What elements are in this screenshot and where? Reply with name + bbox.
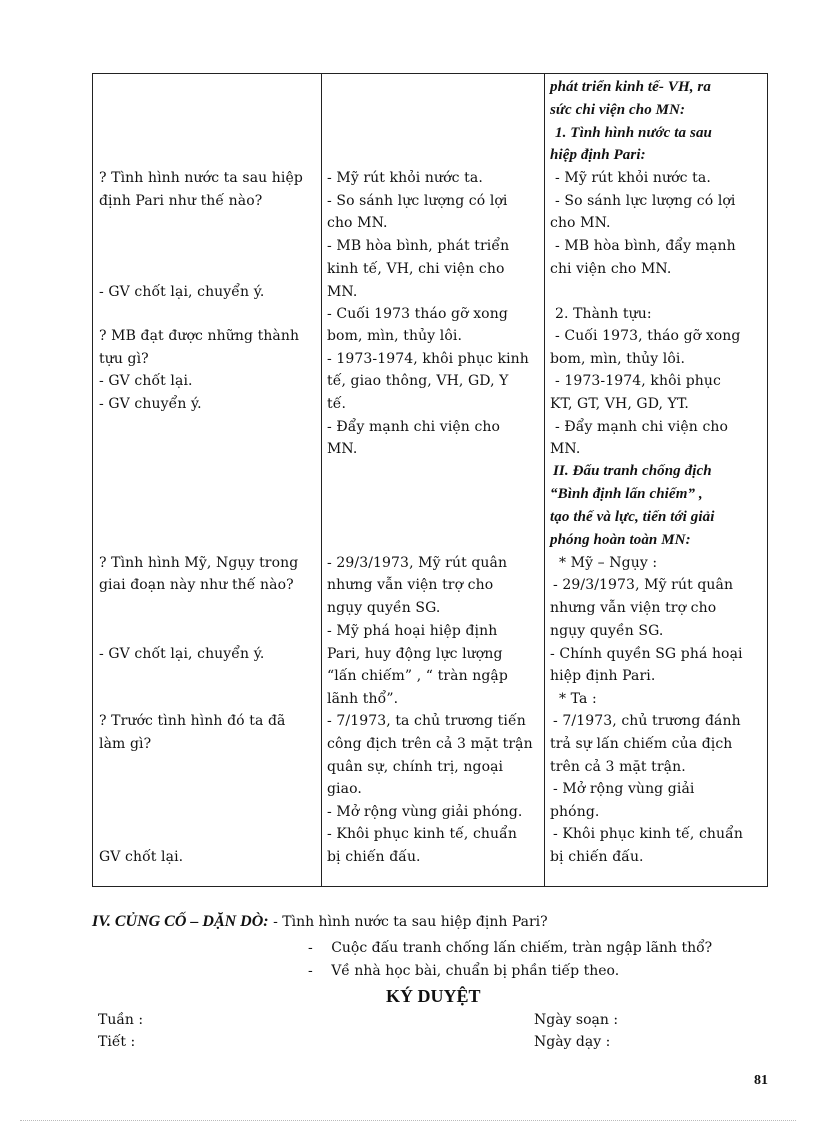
page-edge-divider [20, 1120, 796, 1121]
review-heading: IV. CỦNG CỐ – DẶN DÒ: [92, 913, 269, 930]
content-line: * Mỹ – Ngụy : [559, 555, 658, 571]
content-line: - 1973-1974, khôi phục [555, 373, 721, 389]
content-line: - MB hòa bình, đẩy mạnh [555, 238, 736, 254]
teacher-line: ? Tình hình nước ta sau hiệp [99, 170, 303, 186]
content-line: hiệp định Pari. [550, 668, 656, 684]
content-line: - Mỹ rút khỏi nước ta. [555, 170, 711, 186]
review-item: Cuộc đấu tranh chống lấn chiếm, tràn ngập lãnh thổ? [331, 940, 713, 956]
student-line: - 29/3/1973, Mỹ rút quân [327, 555, 508, 571]
content-heading: phóng hoàn toàn MN: [550, 532, 691, 548]
prep-date-label: Ngày soạn : [534, 1012, 619, 1028]
content-line: cho MN. [550, 215, 611, 231]
content-heading: II. Đấu tranh chống địch [553, 463, 712, 479]
review-item-row [308, 963, 619, 979]
student-line: giao. [327, 781, 362, 797]
student-line: “lấn chiếm” , “ tràn ngập [327, 668, 508, 684]
student-line: nhưng vẫn viện trợ cho [327, 577, 494, 593]
content-line: - Cuối 1973, tháo gỡ xong [555, 328, 741, 344]
teacher-line: - GV chốt lại, chuyển ý. [99, 646, 265, 662]
student-line: bom, mìn, thủy lôi. [327, 328, 462, 344]
lesson-table [92, 73, 768, 887]
content-line: bị chiến đấu. [550, 849, 644, 865]
student-line: công địch trên cả 3 mặt trận [327, 736, 533, 752]
content-heading: tạo thế và lực, tiến tới giải [550, 509, 715, 525]
content-line: - Chính quyền SG phá hoại [550, 646, 743, 662]
student-line: MN. [327, 284, 358, 300]
content-line: - 29/3/1973, Mỹ rút quân [553, 577, 734, 593]
student-line: - Mỹ phá hoại hiệp định [327, 623, 498, 639]
period-label: Tiết : [98, 1034, 136, 1050]
teacher-line: GV chốt lại. [99, 849, 184, 865]
approval-heading: KÝ DUYỆT [386, 986, 481, 1006]
student-line: Pari, huy động lực lượng [327, 646, 503, 662]
content-heading: “Bình định lấn chiếm” , [550, 486, 703, 502]
student-line: - 7/1973, ta chủ trương tiến [327, 713, 526, 729]
student-line: - Mỹ rút khỏi nước ta. [327, 170, 483, 186]
student-line: bị chiến đấu. [327, 849, 421, 865]
content-line: MN. [550, 441, 581, 457]
content-line: ngụy quyền SG. [550, 623, 664, 639]
week-label: Tuần : [98, 1012, 144, 1028]
teacher-line: - GV chuyển ý. [99, 396, 202, 412]
teach-date-label: Ngày dạy : [534, 1034, 611, 1050]
student-line: - Mở rộng vùng giải phóng. [327, 804, 523, 820]
teacher-line: giai đoạn này như thế nào? [99, 577, 294, 593]
student-line: MN. [327, 441, 358, 457]
content-line: chi viện cho MN. [550, 261, 672, 277]
content-line: phóng. [550, 804, 600, 820]
student-activity-column [322, 74, 545, 886]
student-line: - 1973-1974, khôi phục kinh [327, 351, 529, 367]
content-line: trên cả 3 mặt trận. [550, 759, 686, 775]
student-line: - Đẩy mạnh chi viện cho [327, 419, 501, 435]
student-line: tế, giao thông, VH, GD, Y [327, 373, 509, 389]
content-heading: phát triển kinh tế- VH, ra [550, 79, 711, 95]
teacher-line: tựu gì? [99, 351, 149, 367]
student-line: cho MN. [327, 215, 388, 231]
teacher-line: - GV chốt lại. [99, 373, 193, 389]
student-line: tế. [327, 396, 346, 412]
content-line: KT, GT, VH, GD, YT. [550, 396, 689, 412]
content-heading: sức chi viện cho MN: [550, 102, 686, 118]
review-item-row [308, 940, 712, 956]
content-line: - Đẩy mạnh chi viện cho [555, 419, 729, 435]
teacher-activity-column [93, 74, 322, 886]
review-section-row [92, 913, 548, 931]
content-line: bom, mìn, thủy lôi. [550, 351, 685, 367]
review-item: Về nhà học bài, chuẩn bị phần tiếp theo. [331, 963, 620, 979]
content-line: - 7/1973, chủ trương đánh [553, 713, 741, 729]
content-line: trả sự lấn chiếm của địch [550, 736, 733, 752]
student-line: - MB hòa bình, phát triển [327, 238, 510, 254]
page-number: 81 [754, 1073, 768, 1088]
content-line: - Mở rộng vùng giải [553, 781, 695, 797]
student-line: ngụy quyền SG. [327, 600, 441, 616]
student-line: - Khôi phục kinh tế, chuẩn [327, 826, 517, 842]
content-heading: 1. Tình hình nước ta sau [555, 125, 712, 141]
teacher-line: ? Tình hình Mỹ, Ngụy trong [99, 555, 299, 571]
content-line: 2. Thành tựu: [555, 306, 652, 322]
student-line: - Cuối 1973 tháo gỡ xong [327, 306, 508, 322]
student-line: quân sự, chính trị, ngoại [327, 759, 504, 775]
teacher-line: ? Trước tình hình đó ta đã [99, 713, 286, 729]
content-line: - So sánh lực lượng có lợi [555, 193, 736, 209]
bullet-dash: - [308, 963, 313, 979]
content-line: * Ta : [559, 691, 597, 707]
bullet-dash: - [308, 940, 313, 956]
content-column [545, 74, 767, 886]
teacher-line: - GV chốt lại, chuyển ý. [99, 284, 265, 300]
teacher-line: ? MB đạt được những thành [99, 328, 300, 344]
review-item: - Tình hình nước ta sau hiệp định Pari? [273, 914, 548, 930]
content-heading: hiệp định Pari: [550, 147, 646, 163]
student-line: lãnh thổ”. [327, 691, 399, 707]
content-line: - Khôi phục kinh tế, chuẩn [553, 826, 743, 842]
content-line: nhưng vẫn viện trợ cho [550, 600, 717, 616]
student-line: - So sánh lực lượng có lợi [327, 193, 508, 209]
teacher-line: làm gì? [99, 736, 152, 752]
student-line: kinh tế, VH, chi viện cho [327, 261, 505, 277]
teacher-line: định Pari như thế nào? [99, 193, 263, 209]
